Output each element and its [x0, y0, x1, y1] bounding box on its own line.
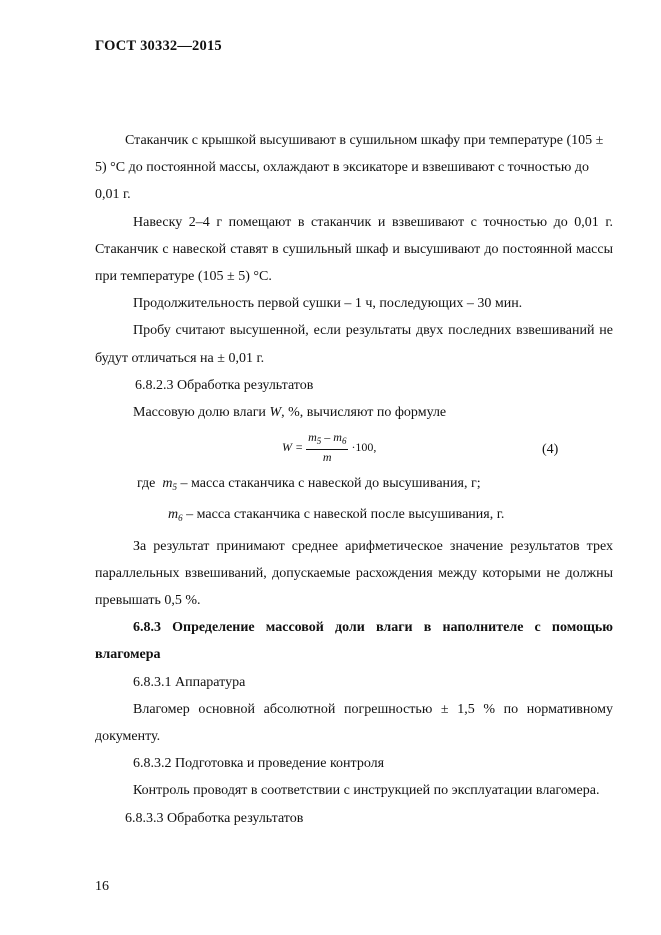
paragraph-beaker-drying: Стаканчик с крышкой высушивают в сушильном шкафу при температуре (105 ± 5) °С до постоянной массы, охлаждают в эксикаторе и взвешивают с точностью до 0,01 г. [95, 133, 604, 203]
formula-numerator [306, 430, 348, 450]
where-line-m5 [95, 470, 613, 501]
where-sub-5: 5 [172, 482, 178, 493]
formula-fraction [306, 430, 348, 465]
where-m6: m [168, 507, 179, 523]
formula-minus: – [321, 430, 334, 445]
formula-intro-pre: Массовую долю влаги [133, 405, 270, 421]
paragraph-control-procedure: Контроль проводят в соответствии с инструкцией по эксплуатации влагомера. [133, 783, 600, 799]
formula-m6: m [333, 430, 342, 445]
equation-number: (4) [542, 442, 559, 458]
formula-sub-6: 6 [341, 436, 347, 447]
formula-lhs: W = [282, 440, 304, 455]
formula-m5: m [308, 430, 317, 445]
document-header-title: ГОСТ 30332—2015 [95, 38, 222, 54]
formula-intro-var: W [269, 405, 282, 421]
where-m5-text: – масса стаканчика с навеской до высушивания, г; [180, 476, 481, 492]
paragraph-formula-intro [95, 399, 613, 426]
section-heading-6823: 6.8.2.3 Обработка результатов [135, 377, 314, 393]
paragraph-moisture-meter: Влагомер основной абсолютной погрешностью ± 1,5 % по нормативному документу. [95, 701, 613, 745]
paragraph-drying-duration: Продолжительность первой сушки – 1 ч, последующих – 30 мин. [133, 296, 523, 312]
where-m6-symbol [168, 507, 183, 522]
moisture-formula [282, 430, 376, 465]
formula-rhs: ·100, [351, 440, 377, 455]
formula-denominator: m [322, 450, 332, 465]
where-sub-6: 6 [178, 513, 183, 524]
page-number: 16 [95, 879, 109, 894]
formula-sub-5: 5 [316, 436, 322, 447]
section-heading-6831: 6.8.3.1 Аппаратура [133, 674, 246, 690]
formula-row [95, 430, 613, 468]
where-line-m6 [95, 501, 613, 532]
paragraph-result-averaging: За результат принимают среднее арифметическое значение результатов трех параллельных взвешиваний, допускаемые расхождения между которыми не должны превышать 0,5 %. [95, 538, 613, 609]
section-heading-6832: 6.8.3.2 Подготовка и проведение контроля [133, 756, 385, 772]
paragraph-sample-weighing: Навеску 2–4 г помещают в стаканчик и взвешивают с точностью до 0,01 г. Стаканчик с навеской ставят в сушильный шкаф и высушивают до постоянной массы при температуре (105 ± 5) °С. [95, 214, 613, 285]
formula-intro-post: , %, вычисляют по формуле [281, 405, 447, 421]
where-m5: m [162, 476, 173, 492]
document-body [95, 127, 613, 832]
section-heading-6833: 6.8.3.3 Обработка результатов [125, 810, 304, 826]
where-m5-symbol [162, 476, 177, 491]
where-m6-text: – масса стаканчика с навеской после высушивания, г. [186, 507, 505, 523]
where-word: где [137, 476, 156, 492]
paragraph-dry-criterion: Пробу считают высушенной, если результаты двух последних взвешиваний не будут отличаться на ± 0,01 г. [95, 323, 613, 366]
section-heading-683: 6.8.3 Определение массовой доли влаги в наполнителе с помощью влагомера [95, 620, 613, 663]
